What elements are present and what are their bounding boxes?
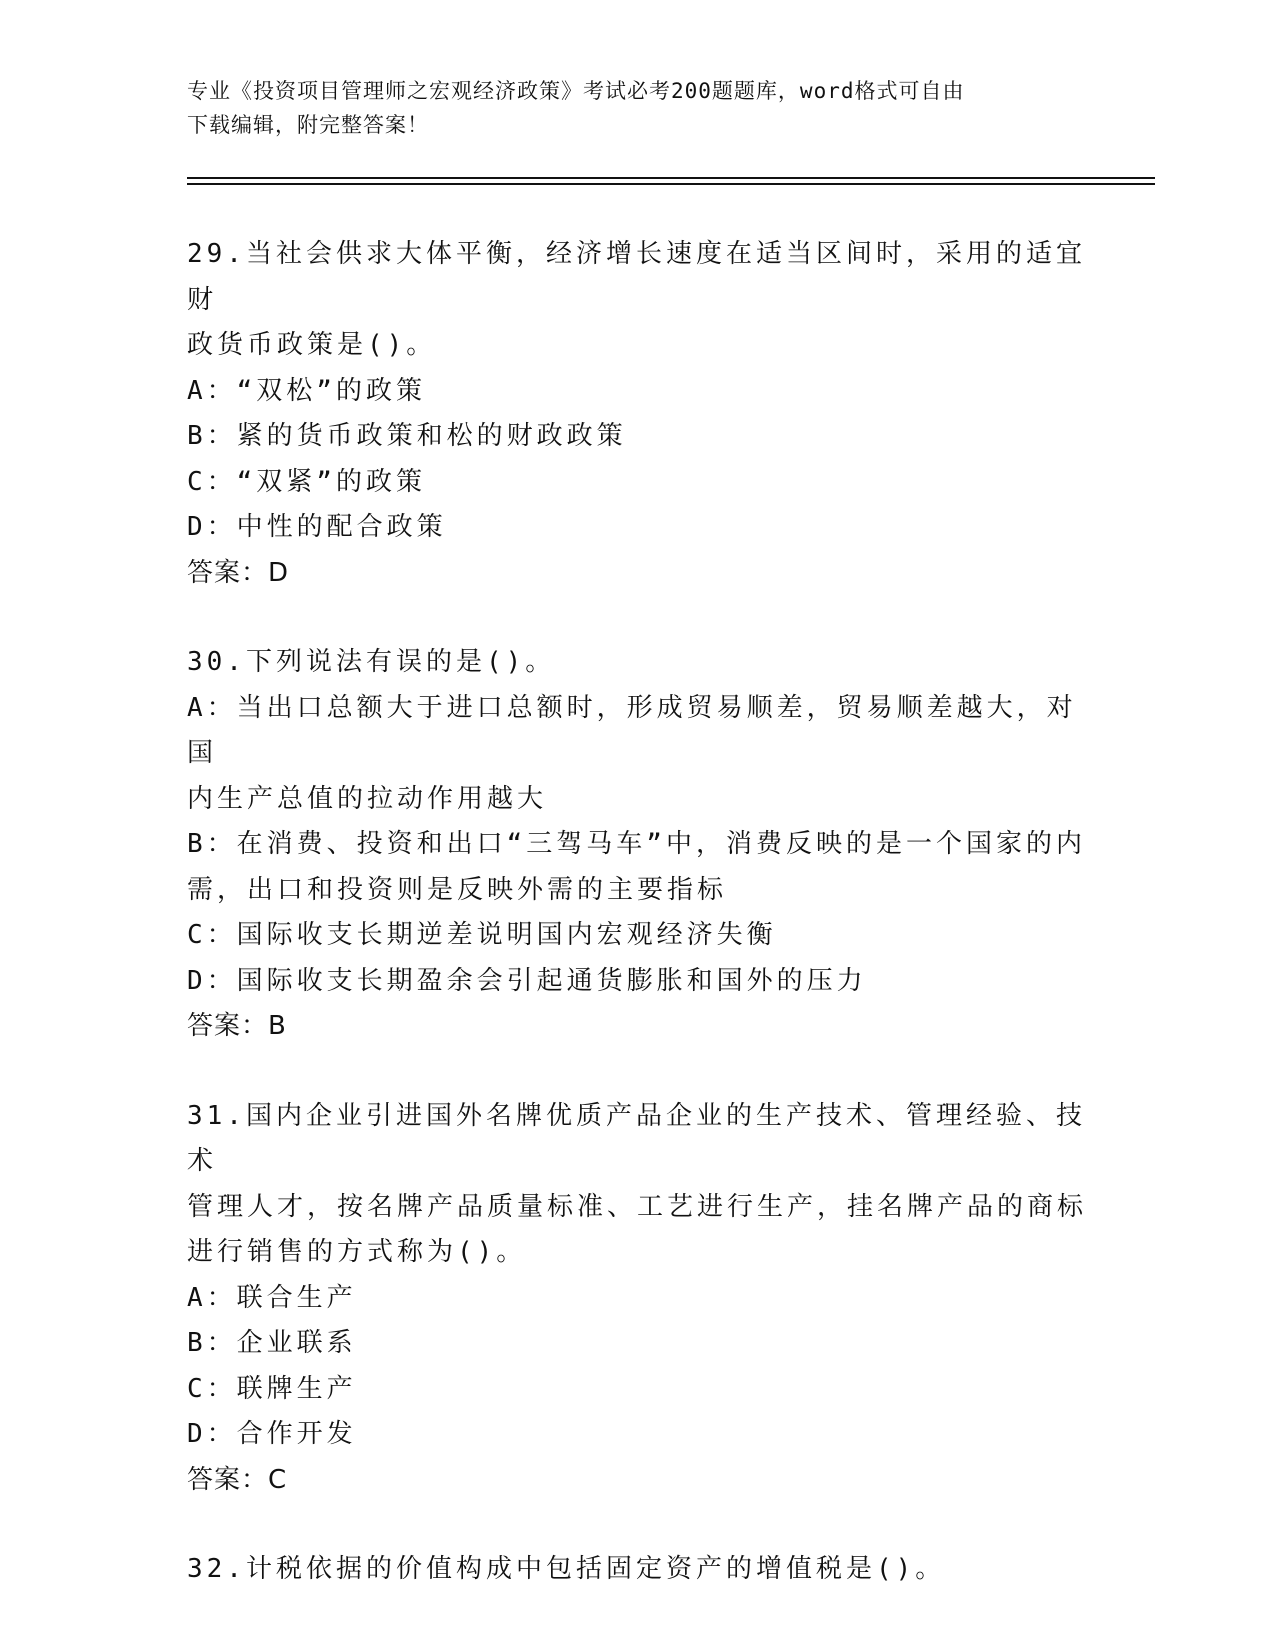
question-stem-line: 进行销售的方式称为()。 <box>187 1237 527 1267</box>
option-d: D：合作开发 <box>187 1419 357 1449</box>
header-divider-top <box>187 177 1155 179</box>
question-stem-line: 32.计税依据的价值构成中包括固定资产的增值税是()。 <box>187 1554 946 1584</box>
question-stem-line: 30.下列说法有误的是()。 <box>187 647 556 677</box>
header-line-1: 专业《投资项目管理师之宏观经济政策》考试必考200题题库，word格式可自由 <box>187 79 965 103</box>
header-line-2: 下载编辑，附完整答案！ <box>187 113 429 137</box>
option-a: A：联合生产 <box>187 1282 357 1313</box>
option-c: C：“双紧”的政策 <box>187 466 426 497</box>
option-b: B：企业联系 <box>187 1328 357 1358</box>
option-c: C：国际收支长期逆差说明国内宏观经济失衡 <box>187 920 777 950</box>
option-a: A：当出口总额大于进口总额时，形成贸易顺差，贸易顺差越大，对国 <box>187 692 1077 768</box>
document-header <box>187 74 1087 142</box>
question-29 <box>187 232 1087 596</box>
question-30 <box>187 640 1087 1050</box>
option-b: B：在消费、投资和出口“三驾马车”中，消费反映的是一个国家的内 <box>187 829 1086 859</box>
question-stem-line: 政货币政策是()。 <box>187 330 437 360</box>
question-list <box>187 232 1087 1637</box>
header-divider-bottom <box>187 183 1155 185</box>
option-b: B：紧的货币政策和松的财政政策 <box>187 421 627 451</box>
option-d: D：国际收支长期盈余会引起通货膨胀和国外的压力 <box>187 965 867 996</box>
question-stem-line: 管理人才，按名牌产品质量标准、工艺进行生产，挂名牌产品的商标 <box>187 1191 1088 1222</box>
option-d: D：中性的配合政策 <box>187 512 447 542</box>
question-32 <box>187 1547 1087 1593</box>
answer-line: 答案：D <box>187 557 290 588</box>
option-c: C：联牌生产 <box>187 1373 357 1404</box>
question-stem-line: 29.当社会供求大体平衡，经济增长速度在适当区间时，采用的适宜财 <box>187 239 1086 315</box>
option-a-continued: 内生产总值的拉动作用越大 <box>187 783 548 814</box>
question-31 <box>187 1094 1087 1504</box>
option-b-continued: 需，出口和投资则是反映外需的主要指标 <box>187 874 728 905</box>
answer-line: 答案：C <box>187 1464 288 1495</box>
question-stem-line: 31.国内企业引进国外名牌优质产品企业的生产技术、管理经验、技术 <box>187 1100 1086 1176</box>
answer-line: 答案：B <box>187 1011 287 1041</box>
option-a: A：“双松”的政策 <box>187 375 426 406</box>
